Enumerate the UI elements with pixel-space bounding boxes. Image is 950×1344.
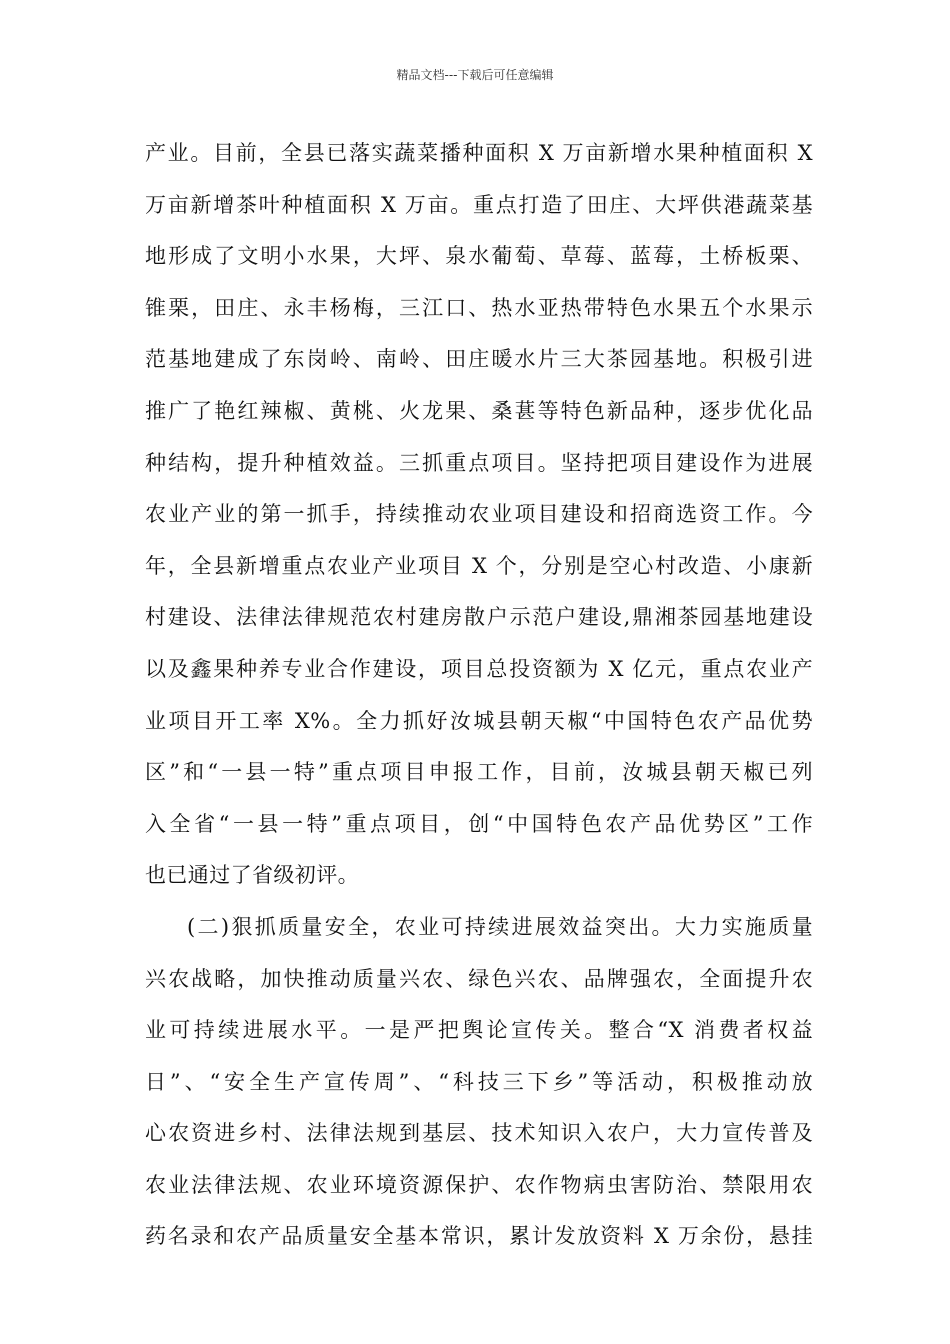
text-line: 种结构，提升种植效益。三抓重点项目。坚持把项目建设作为进展: [145, 450, 813, 475]
text-line: 农业产业的第一抓手，持续推动农业项目建设和招商选资工作。今: [145, 502, 813, 527]
text-line: 兴农战略，加快推动质量兴农、绿色兴农、品牌强农，全面提升农: [145, 966, 813, 991]
paragraph-end-line: 也已通过了省级初评。: [145, 863, 359, 888]
text-line: 心农资进乡村、法律法规到基层、技术知识入农户，大力宣传普及: [145, 1121, 813, 1146]
text-line: 万亩新增茶叶种植面积 X 万亩。重点打造了田庄、大坪供港蔬菜基: [145, 192, 813, 217]
text-line: 药名录和农产品质量安全基本常识，累计发放资料 X 万余份，悬挂: [145, 1224, 813, 1249]
text-line: 推广了艳红辣椒、黄桃、火龙果、桑葚等特色新品种，逐步优化品: [145, 398, 813, 423]
text-line: 农业法律法规、农业环境资源保护、农作物病虫害防治、禁限用农: [145, 1172, 813, 1197]
text-line: 产业。目前，全县已落实蔬菜播种面积 X 万亩新增水果种植面积 X: [145, 141, 813, 165]
text-line: 业可持续进展水平。一是严把舆论宣传关。整合“X 消费者权益: [145, 1018, 813, 1043]
text-line: 区”和“一县一特”重点项目申报工作，目前，汝城县朝天椒已列: [145, 760, 813, 785]
text-line: 入全省“一县一特”重点项目，创“中国特色农产品优势区”工作: [145, 811, 813, 836]
text-line: 日”、“安全生产宣传周”、“科技三下乡”等活动，积极推动放: [145, 1069, 813, 1094]
text-line: 以及鑫果种养专业合作建设，项目总投资额为 X 亿元，重点农业产: [145, 656, 813, 681]
text-line: 年，全县新增重点农业产业项目 X 个，分别是空心村改造、小康新: [145, 553, 813, 578]
paragraph-start-line: (二)狠抓质量安全，农业可持续进展效益突出。大力实施质量: [187, 914, 813, 939]
text-line: 业项目开工率 X%。全力抓好汝城县朝天椒“中国特色农产品优势: [145, 708, 813, 733]
text-line: 锥栗，田庄、永丰杨梅，三江口、热水亚热带特色水果五个水果示: [145, 295, 813, 320]
page-header: 精品文档---下载后可任意编辑: [396, 68, 554, 82]
text-line: 地形成了文明小水果，大坪、泉水葡萄、草莓、蓝莓，土桥板栗、: [145, 244, 813, 269]
document-body: [145, 128, 813, 1263]
text-line: 范基地建成了东岗岭、南岭、田庄暖水片三大茶园基地。积极引进: [145, 347, 813, 372]
text-line: 村建设、法律法律规范农村建房散户示范户建设,鼎湘茶园基地建设: [145, 605, 813, 630]
